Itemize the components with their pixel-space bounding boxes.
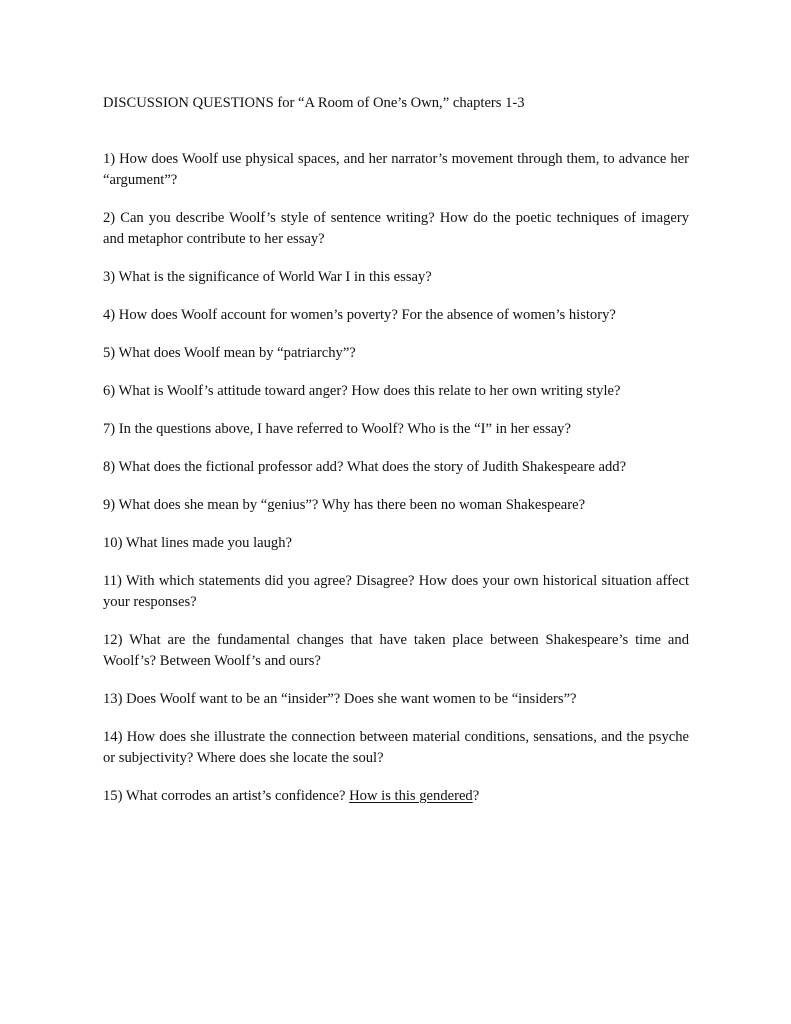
question-4: 4) How does Woolf account for women’s poverty? For the absence of women’s history?: [103, 307, 616, 323]
question-15-suffix: ?: [472, 788, 480, 804]
document-title: DISCUSSION QUESTIONS for “A Room of One’s Own,” chapters 1-3: [103, 95, 525, 111]
question-6: 6) What is Woolf’s attitude toward anger? How does this relate to her own writing style?: [103, 383, 621, 399]
question-9: 9) What does she mean by “genius”? Why has there been no woman Shakespeare?: [103, 497, 586, 513]
question-10: 10) What lines made you laugh?: [103, 535, 292, 551]
question-11: 11) With which statements did you agree? Disagree? How does your own historical situation affect your responses?: [103, 573, 689, 610]
question-15-underlined: How is this gendered: [349, 788, 473, 804]
question-15: [103, 786, 689, 807]
question-5: 5) What does Woolf mean by “patriarchy”?: [103, 345, 356, 361]
question-3: 3) What is the significance of World War I in this essay?: [103, 269, 432, 285]
question-1: 1) How does Woolf use physical spaces, and her narrator’s movement through them, to advance her “argument”?: [103, 151, 689, 188]
question-12: 12) What are the fundamental changes that have taken place between Shakespeare’s time and Woolf’s? Between Woolf’s and ours?: [103, 632, 689, 669]
question-7: 7) In the questions above, I have referred to Woolf? Who is the “I” in her essay?: [103, 421, 571, 437]
question-8: 8) What does the fictional professor add? What does the story of Judith Shakespeare add?: [103, 459, 627, 475]
question-2: 2) Can you describe Woolf’s style of sentence writing? How do the poetic techniques of imagery and metaphor contribute to her essay?: [103, 210, 689, 247]
document-body: [103, 93, 689, 824]
question-13: 13) Does Woolf want to be an “insider”? Does she want women to be “insiders”?: [103, 691, 577, 707]
question-15-prefix: 15) What corrodes an artist’s confidence?: [103, 788, 350, 804]
question-14: 14) How does she illustrate the connection between material conditions, sensations, and the psyche or subjectivity? Where does she locate the soul?: [103, 729, 689, 766]
